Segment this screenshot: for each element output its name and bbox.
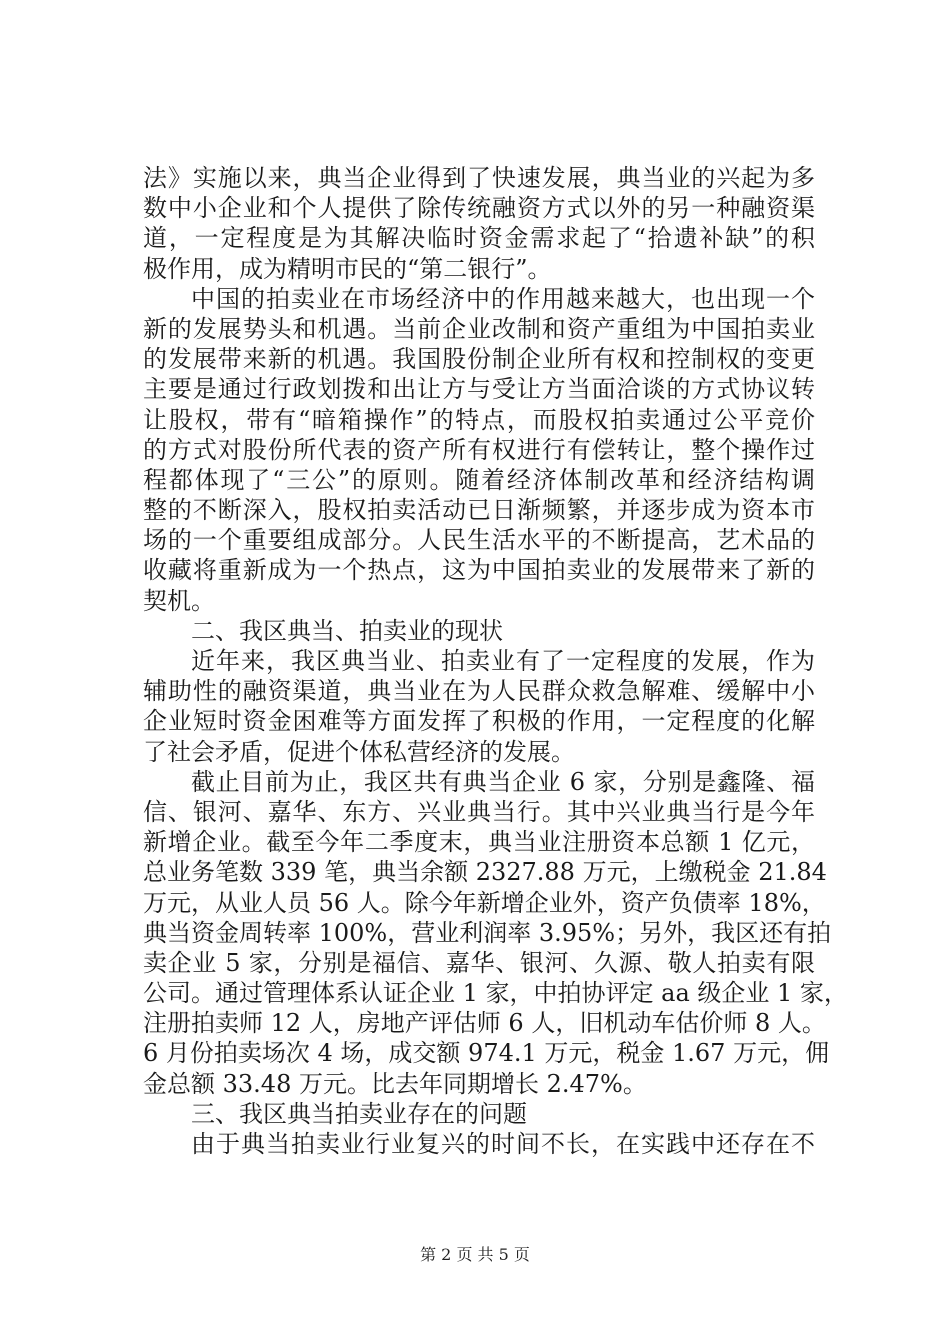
text-line: 金总额 33.48 万元。比去年同期增长 2.47%。: [143, 1069, 647, 1098]
text-line: 数中小企业和个人提供了除传统融资方式以外的另一种融资渠: [143, 194, 815, 223]
text-line: 的发展带来新的机遇。我国股份制企业所有权和控制权的变更: [143, 345, 815, 374]
text-line: 三、我区典当拍卖业存在的问题: [191, 1099, 527, 1128]
text-line: 二、我区典当、拍卖业的现状: [191, 616, 503, 645]
text-line: 场的一个重要组成部分。人民生活水平的不断提高，艺术品的: [143, 526, 815, 555]
text-line: 极作用，成为精明市民的“第二银行”。: [143, 254, 552, 283]
text-line: 道，一定程度是为其解决临时资金需求起了“拾遗补缺”的积: [143, 224, 815, 253]
text-line: 辅助性的融资渠道，典当业在为人民群众救急解难、缓解中小: [143, 677, 815, 706]
text-line: 新增企业。截至今年二季度末，典当业注册资本总额 1 亿元，: [143, 828, 815, 857]
document-body: [143, 163, 848, 1159]
text-line: 公司。通过管理体系认证企业 1 家，中拍协评定 aa 级企业 1 家，: [143, 979, 848, 1008]
text-line: 整的不断深入，股权拍卖活动已日渐频繁，并逐步成为资本市: [143, 496, 815, 525]
text-line: 收藏将重新成为一个热点，这为中国拍卖业的发展带来了新的: [143, 556, 815, 585]
text-line: 信、银河、嘉华、东方、兴业典当行。其中兴业典当行是今年: [143, 797, 815, 826]
text-line: 典当资金周转率 100%，营业利润率 3.95%；另外，我区还有拍: [143, 918, 832, 947]
text-line: 企业短时资金困难等方面发挥了积极的作用，一定程度的化解: [143, 707, 815, 736]
text-line: 卖企业 5 家，分别是福信、嘉华、银河、久源、敬人拍卖有限: [143, 948, 815, 977]
text-line: 的方式对股份所代表的资产所有权进行有偿转让，整个操作过: [143, 435, 815, 464]
text-line: 契机。: [143, 586, 215, 615]
text-line: 6 月份拍卖场次 4 场，成交额 974.1 万元，税金 1.67 万元，佣: [143, 1039, 830, 1068]
text-line: 近年来，我区典当业、拍卖业有了一定程度的发展，作为: [191, 647, 815, 675]
text-line: 注册拍卖师 12 人，房地产评估师 6 人，旧机动车估价师 8 人。: [143, 1009, 826, 1038]
text-line: 程都体现了“三公”的原则。随着经济体制改革和经济结构调: [143, 465, 815, 494]
text-line: 中国的拍卖业在市场经济中的作用越来越大，也出现一个: [191, 284, 815, 313]
text-line: 让股权，带有“暗箱操作”的特点，而股权拍卖通过公平竞价: [143, 405, 815, 434]
page-footer: 第 2 页 共 5 页: [420, 1245, 530, 1264]
text-line: 截止目前为止，我区共有典当企业 6 家，分别是鑫隆、福: [191, 767, 815, 796]
text-line: 法》实施以来，典当企业得到了快速发展，典当业的兴起为多: [143, 164, 815, 192]
text-line: 万元，从业人员 56 人。除今年新增企业外，资产负债率 18%，: [143, 888, 826, 917]
text-line: 由于典当拍卖业行业复兴的时间不长，在实践中还存在不: [191, 1130, 815, 1158]
text-line: 新的发展势头和机遇。当前企业改制和资产重组为中国拍卖业: [143, 314, 815, 343]
text-line: 总业务笔数 339 笔，典当余额 2327.88 万元，上缴税金 21.84: [143, 858, 827, 887]
text-line: 主要是通过行政划拨和出让方与受让方当面洽谈的方式协议转: [143, 375, 815, 404]
text-line: 了社会矛盾，促进个体私营经济的发展。: [143, 737, 575, 766]
